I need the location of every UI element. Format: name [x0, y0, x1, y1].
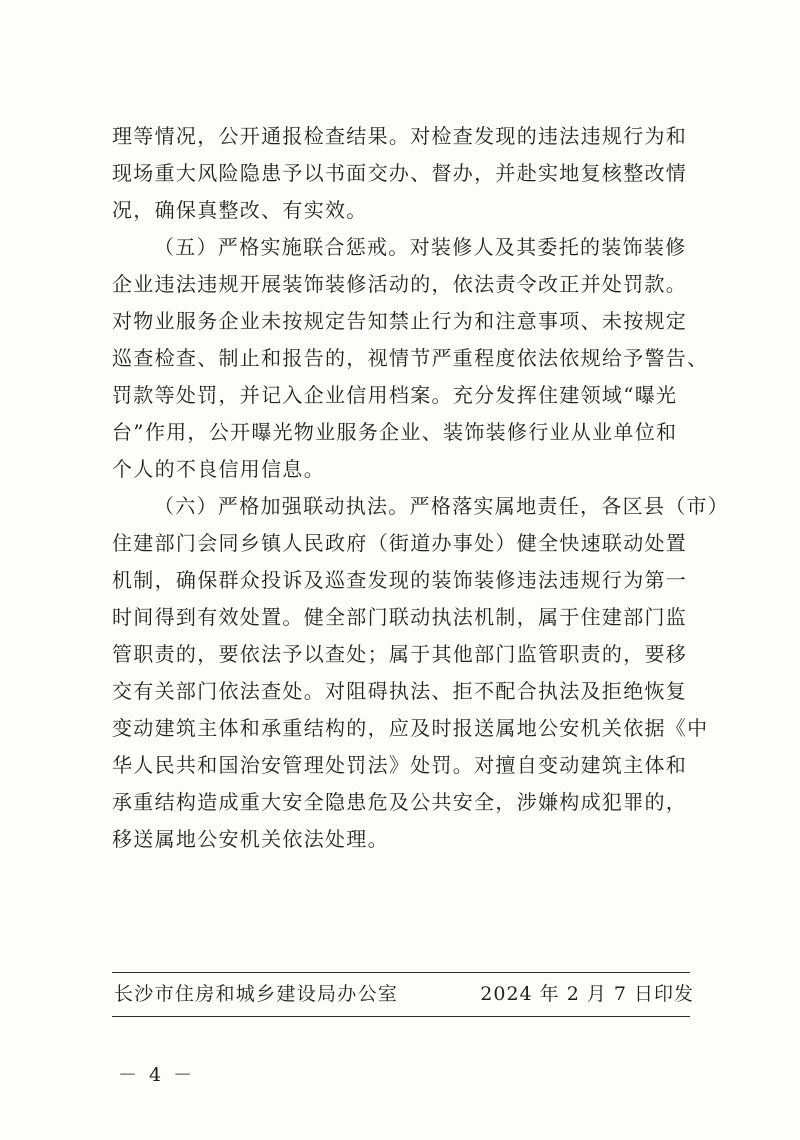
body-line: 罚款等处罚，并记入企业信用档案。充分发挥住建领域“曝光 — [112, 383, 678, 407]
footer-top-rule — [112, 972, 690, 973]
issuing-office: 长沙市住房和城乡建设局办公室 — [114, 983, 399, 1005]
body-line: 台”作用，公开曝光物业服务企业、装饰装修行业从业单位和 — [112, 420, 678, 444]
body-line: 巡查检查、制止和报告的，视情节严重程度依法依规给予警告、 — [112, 346, 709, 370]
body-line: 企业违法违规开展装饰装修活动的，依法责令改正并处罚款。 — [112, 272, 688, 296]
body-line: 理等情况，公开通报检查结果。对检查发现的违法违规行为和 — [112, 124, 688, 148]
body-line: 时间得到有效处置。健全部门联动执法机制，属于住建部门监 — [112, 605, 688, 629]
body-line: 变动建筑主体和承重结构的，应及时报送属地公安机关依据《中 — [112, 716, 709, 740]
issue-date: 2024 年 2 月 7 日印发 — [480, 983, 694, 1005]
page-number: － 4 － — [118, 1064, 196, 1086]
footer-bottom-rule — [112, 1016, 690, 1017]
body-line: 个人的不良信用信息。 — [112, 457, 325, 481]
body-line: 对物业服务企业未按规定告知禁止行为和注意事项、未按规定 — [112, 309, 688, 333]
body-line: 现场重大风险隐患予以书面交办、督办，并赴实地复核整改情 — [112, 161, 688, 185]
section-six-heading-line: （六）严格加强联动执法。严格落实属地责任，各区县（市） — [154, 494, 730, 518]
section-five-heading-line: （五）严格实施联合惩戒。对装修人及其委托的装饰装修 — [154, 235, 687, 259]
body-line: 机制，确保群众投诉及巡查发现的装饰装修违法违规行为第一 — [112, 568, 688, 592]
body-line: 管职责的，要依法予以查处；属于其他部门监管职责的，要移 — [112, 642, 688, 666]
body-line: 华人民共和国治安管理处罚法》处罚。对擅自变动建筑主体和 — [112, 753, 688, 777]
body-line: 况，确保真整改、有实效。 — [112, 198, 368, 222]
body-line: 交有关部门依法查处。对阻碍执法、拒不配合执法及拒绝恢复 — [112, 679, 688, 703]
body-line: 移送属地公安机关依法处理。 — [112, 827, 389, 851]
body-line: 承重结构造成重大安全隐患危及公共安全，涉嫌构成犯罪的， — [112, 790, 688, 814]
body-line: 住建部门会同乡镇人民政府（街道办事处）健全快速联动处置 — [112, 531, 688, 555]
document-body — [112, 118, 730, 858]
